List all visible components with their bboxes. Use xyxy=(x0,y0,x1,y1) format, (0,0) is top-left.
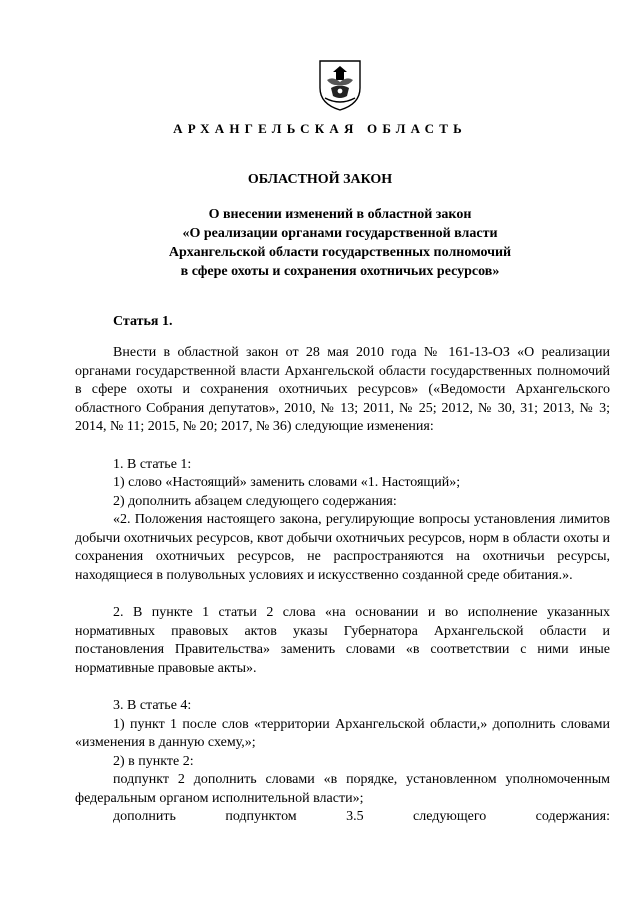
law-title xyxy=(120,205,560,281)
paragraph: 1) слово «Настоящий» заменить словами «1. Настоящий»; xyxy=(113,475,461,490)
paragraph-gap xyxy=(75,585,610,604)
coat-of-arms-emblem xyxy=(317,58,363,112)
law-title-line: Архангельской области государственных полномочий xyxy=(168,245,512,260)
paragraph-gap xyxy=(75,678,610,697)
law-type-heading: ОБЛАСТНОЙ ЗАКОН xyxy=(247,172,393,187)
paragraph: 1. В статье 1: xyxy=(113,456,192,472)
region-name: АРХАНГЕЛЬСКАЯ ОБЛАСТЬ xyxy=(173,121,467,136)
paragraph: 2. В пункте 1 статьи 2 слова «на основании и во исполнение указанных нормативных правовых актов указы Губернатора Архангельской области и постановления Правительства» заменить словами «в соответствии с ними иные нормативные правовые акты». xyxy=(75,605,610,676)
article-heading: Статья 1. xyxy=(113,314,173,329)
paragraph: 2) дополнить абзацем следующего содержания: xyxy=(113,493,397,509)
law-title-line: «О реализации органами государственной власти xyxy=(182,226,498,241)
paragraph-gap xyxy=(75,437,610,456)
paragraph: 2) в пункте 2: xyxy=(113,753,194,769)
paragraph: дополнить подпунктом 3.5 следующего содержания: xyxy=(113,809,610,824)
law-title-line: О внесении изменений в областной закон xyxy=(208,207,472,222)
law-title-line: в сфере охоты и сохранения охотничьих ресурсов» xyxy=(180,264,500,279)
paragraph: Внести в областной закон от 28 мая 2010 года № 161-13-ОЗ «О реализации органами государственной власти Архангельской области государственных полномочий в сфере охоты и сохранения охотничьих ресурсов» («Ведомости Архангельского областного Собрания депутатов», 2010, № 13; 2011, № 25; 2012, № 30, 31; 2013, № 3; 2014, № 11; 2015, № 20; 2017, № 36) следующие изменения: xyxy=(75,345,610,434)
paragraph: 1) пункт 1 после слов «территории Архангельской области,» дополнить словами «изменения в данную схему,»; xyxy=(75,716,610,750)
paragraph: «2. Положения настоящего закона, регулирующие вопросы установления лимитов добычи охотничьих ресурсов, квот добычи охотничьих ресурсов, норм в области охоты и сохранения охотничьих ресурсов, не распространяются на охотничьи ресурсы, находящиеся в полувольных условиях и искусственно созданной среде обитания.». xyxy=(75,512,610,583)
paragraph: 3. В статье 4: xyxy=(113,698,192,713)
paragraph: подпункт 2 дополнить словами «в порядке, установленном уполномоченным федеральным органом исполнительной власти»; xyxy=(75,772,610,806)
article-body xyxy=(75,344,610,827)
